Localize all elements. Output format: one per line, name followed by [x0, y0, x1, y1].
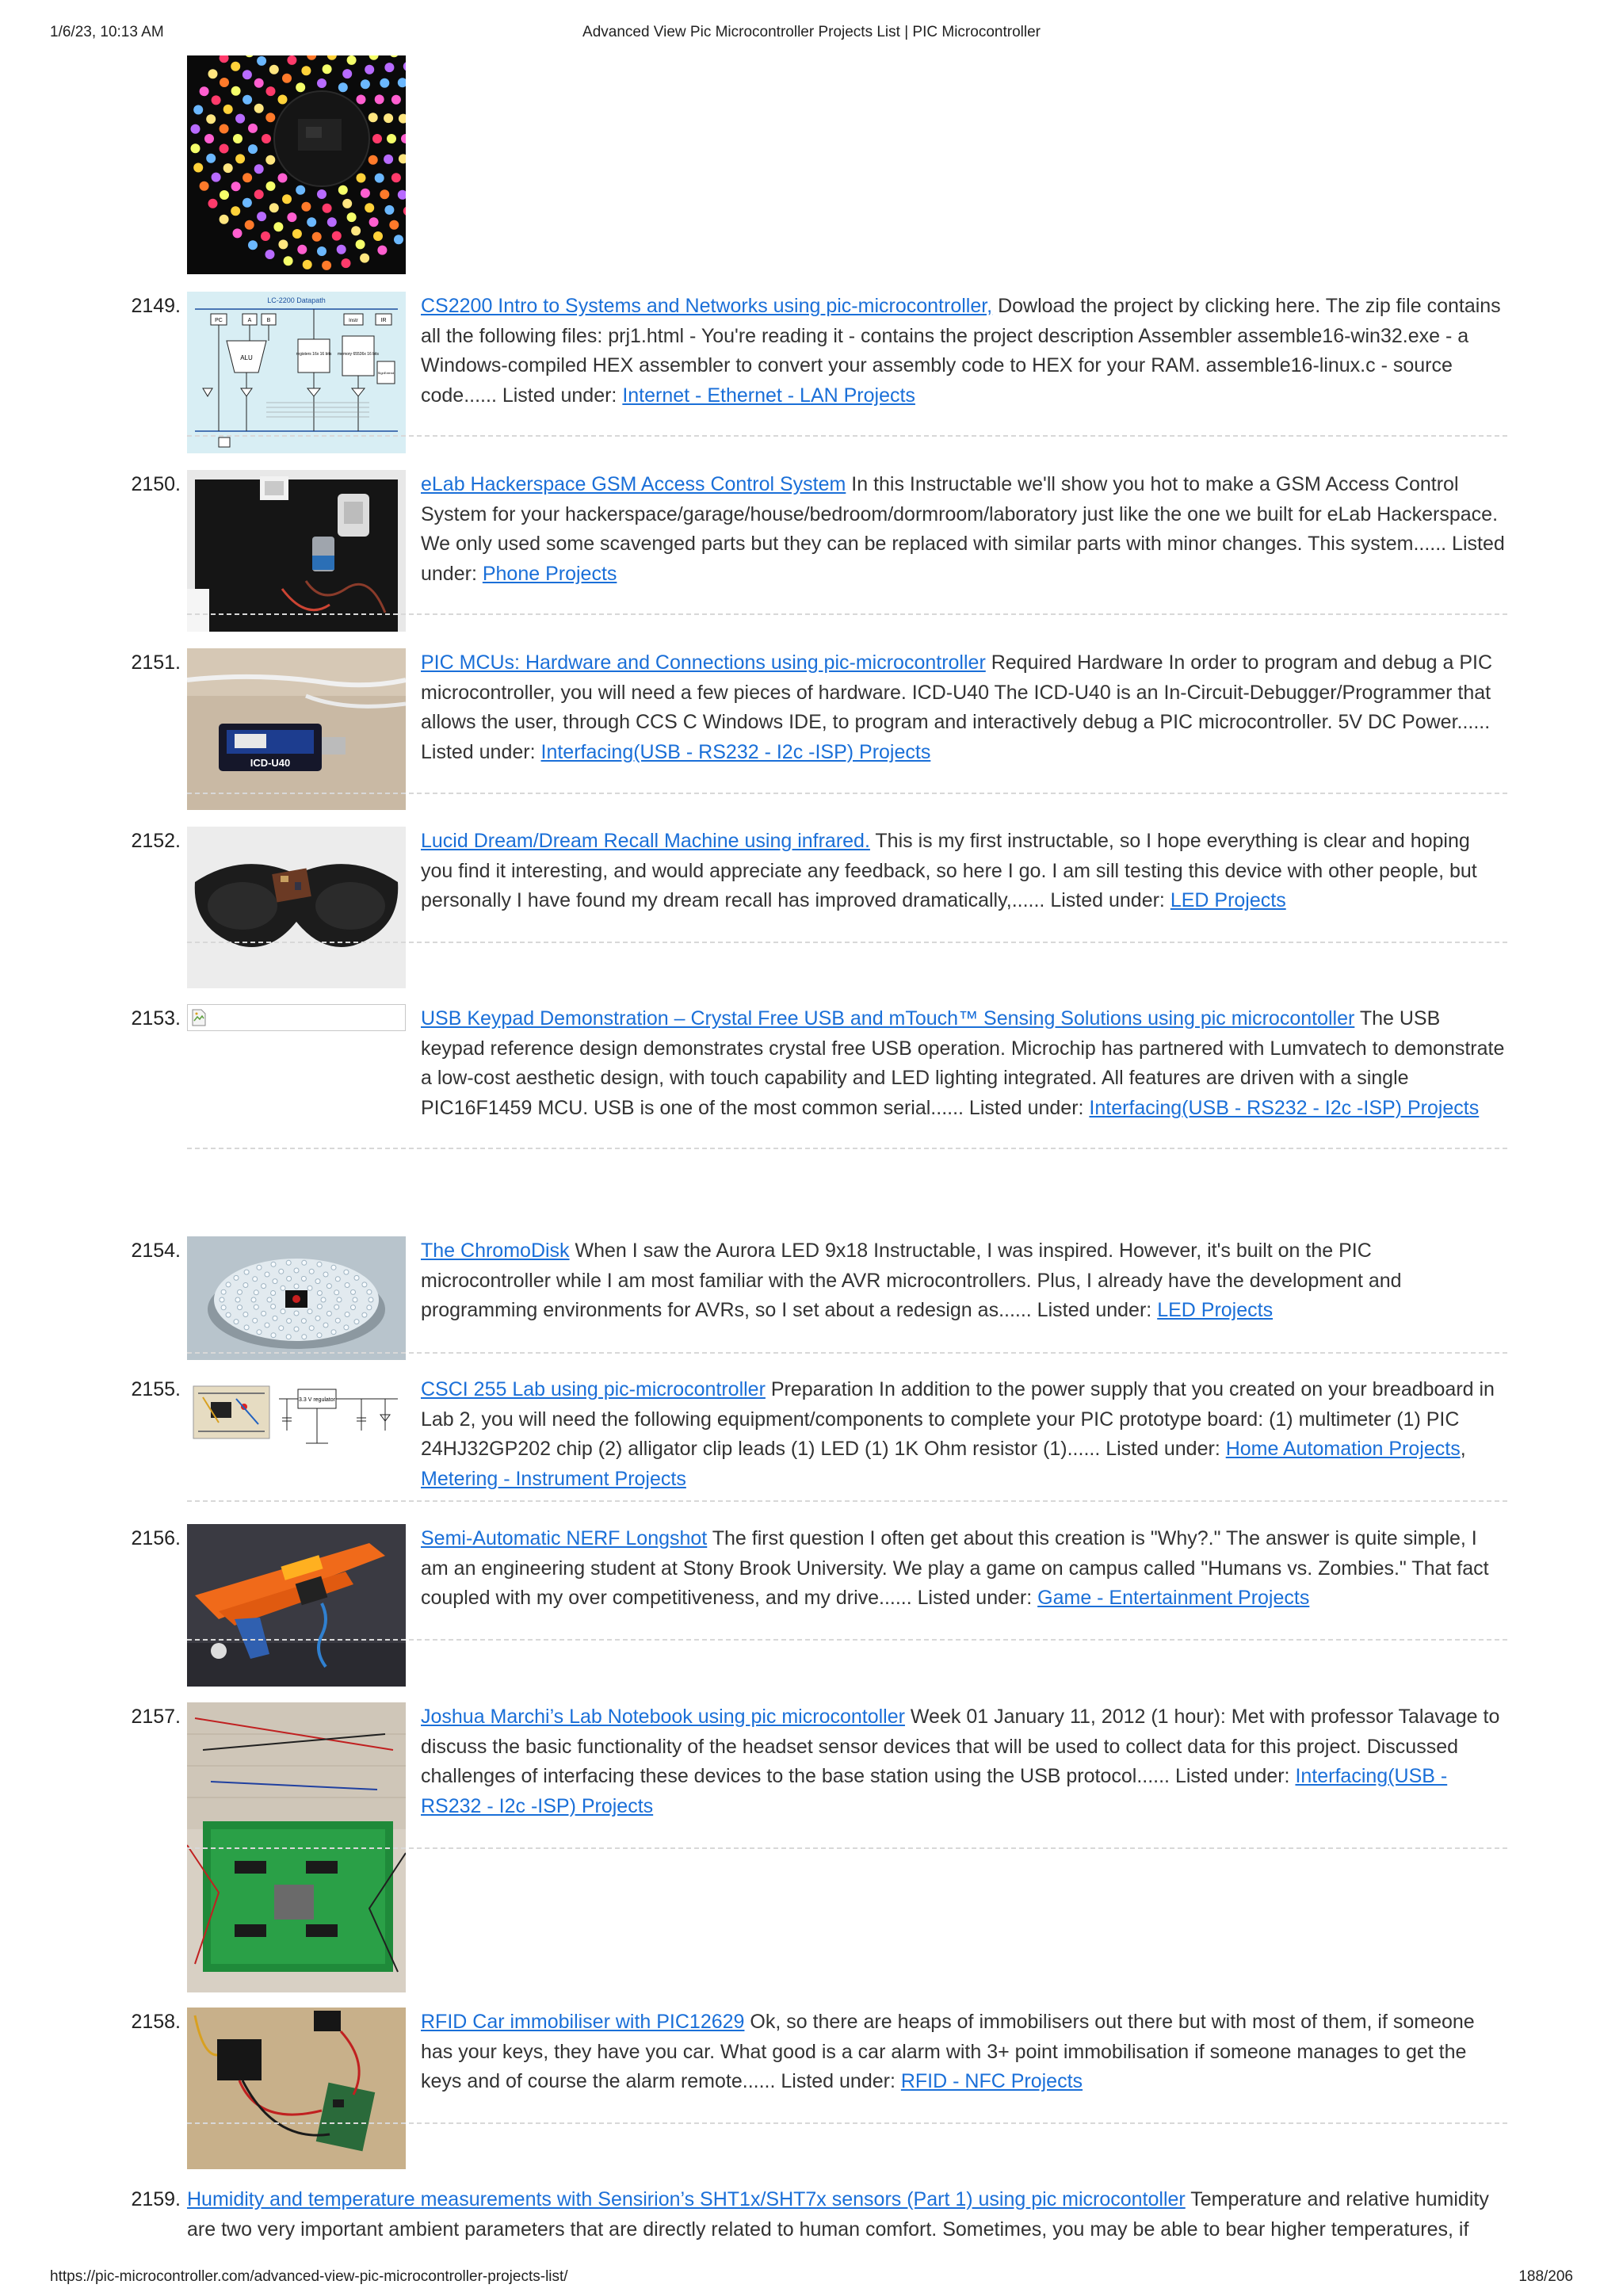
disc-led: [251, 1297, 256, 1302]
led-dot: [254, 164, 264, 174]
disc-led: [271, 1333, 276, 1338]
led-dot: [301, 202, 311, 212]
led-dot: [338, 185, 348, 195]
disc-led: [344, 1325, 349, 1330]
disc-led: [244, 1270, 249, 1274]
disc-led: [265, 1323, 269, 1328]
disc-led: [253, 1318, 258, 1323]
disc-led: [307, 1286, 312, 1290]
entry-divider: [187, 1847, 1507, 1849]
disc-led: [271, 1291, 276, 1296]
disc-led: [345, 1312, 349, 1317]
disc-led: [273, 1279, 277, 1284]
print-url: https://pic-microcontroller.com/advanced-view-pic-microcontroller-projects-list/: [50, 2268, 568, 2285]
disc-led: [302, 1260, 307, 1265]
led-dot: [265, 155, 275, 165]
disc-led: [286, 1335, 291, 1339]
entry-text: [187, 2185, 1507, 2244]
breadboard-schematic-thumbnail[interactable]: [187, 1375, 406, 1454]
led-dot: [332, 231, 342, 241]
led-dot: [223, 105, 233, 114]
project-description: When I saw the Aurora LED 9x18 Instructable, I was inspired. However, it's built on the PIC microcontroller while I am most familiar with the AVR microcontrollers. Plus, I already have the development and programming environments for AVRs, so I set about a redesign as...... Listed under:: [421, 1240, 1402, 1322]
led-dot: [278, 95, 288, 105]
disc-led: [267, 1297, 272, 1302]
led-dot: [282, 74, 292, 83]
led-dot: [235, 114, 245, 124]
led-dot: [231, 86, 241, 96]
led-dot: [317, 189, 327, 199]
led-dot: [380, 78, 389, 88]
led-dot: [387, 134, 396, 143]
led-dot: [342, 258, 351, 268]
disc-led: [309, 1326, 314, 1331]
disc-led: [307, 1309, 312, 1314]
category-link[interactable]: Internet - Ethernet - LAN Projects: [622, 384, 915, 407]
disc-led: [243, 1283, 248, 1288]
entry-text: [421, 827, 1507, 916]
led-dot: [342, 199, 352, 208]
led-dot: [278, 174, 288, 183]
entry-number: 2159.: [131, 2188, 181, 2210]
led-dot: [242, 173, 252, 182]
led-dot: [297, 245, 307, 254]
led-dot: [200, 86, 209, 96]
disc-led: [354, 1320, 359, 1324]
led-dot: [242, 70, 252, 79]
disc-led: [281, 1309, 285, 1314]
disc-led: [287, 1276, 292, 1281]
led-dot: [287, 212, 296, 222]
entry-text: [421, 1702, 1507, 1821]
disc-led: [226, 1312, 231, 1317]
entry-text: [421, 470, 1507, 589]
led-dot: [327, 217, 337, 227]
led-dot: [375, 174, 384, 183]
led-dot: [361, 79, 370, 89]
led-dot: [265, 250, 275, 259]
disc-led: [335, 1318, 340, 1323]
disc-led: [294, 1327, 299, 1331]
disc-led: [344, 1270, 349, 1274]
led-dot: [220, 190, 229, 200]
led-dot: [231, 206, 240, 216]
led-dot: [377, 246, 387, 255]
broken-image-placeholder[interactable]: [187, 1004, 406, 1031]
led-dot: [220, 124, 229, 134]
datapath-label: memory 65536x 16 bits: [338, 352, 379, 357]
entry-number: 2151.: [131, 651, 181, 674]
disc-led: [331, 1265, 336, 1270]
chromodisk-thumbnail[interactable]: [187, 1236, 406, 1360]
entry-divider: [187, 1639, 1507, 1641]
led-dot: [200, 181, 209, 191]
disc-led: [243, 1312, 248, 1317]
disc-led: [271, 1262, 276, 1266]
project-title-link[interactable]: PIC MCUs: Hardware and Connections using pic-microcontroller: [421, 651, 986, 674]
led-dot: [257, 56, 266, 66]
led-dot: [391, 95, 401, 105]
disc-led: [315, 1316, 320, 1320]
led-dot: [248, 124, 258, 133]
project-description: Ok, so there are heaps of immobilisers out there but with most of them, if someone has your keys, they have you car. What good is a car alarm with 3+ point immobilisation if someone manages to get the keys and of course the alarm remote...... Listed under:: [421, 2011, 1475, 2093]
led-dot: [384, 155, 393, 164]
entry-divider: [187, 435, 1507, 437]
led-dot: [208, 199, 218, 208]
disc-led: [294, 1311, 299, 1316]
disc-led: [351, 1289, 356, 1294]
led-dot: [266, 86, 276, 96]
entry-text: [421, 1236, 1507, 1326]
led-dot: [365, 203, 374, 212]
project-description: Dowload the project by clicking here. The zip file contains all the following files: prj1.html - You're reading it - contains the project description Assembler assemble16-win32.exe - a Windows-compiled HEX assembler to convert your assembly code to HEX for your RAM. assemble16-linux.c - source code...... Listed under:: [421, 295, 1501, 407]
disc-led: [337, 1297, 342, 1302]
led-dot: [365, 65, 374, 74]
disc-led: [367, 1289, 372, 1294]
category-link[interactable]: LED Projects: [1157, 1299, 1274, 1322]
disc-led: [238, 1289, 242, 1294]
disc-led: [362, 1282, 367, 1287]
project-title-link[interactable]: CS2200 Intro to Systems and Networks using pic-microcontroller,: [421, 295, 993, 317]
led-dot: [233, 134, 242, 143]
led-dot: [278, 239, 288, 249]
led-dot: [191, 124, 200, 134]
disc-led: [301, 1319, 306, 1324]
project-description: Week 01 January 11, 2012 (1 hour): Met with professor Talavage to discuss the basic functionality of the headset sensor devices that will be used to collect data for this project. Discussed challenges of interfacing these devices to the base station using the USB protocol...... Listed under:: [421, 1706, 1500, 1788]
led-dot: [292, 229, 302, 239]
led-dot: [208, 69, 218, 78]
disc-led: [265, 1272, 269, 1277]
led-dot: [204, 134, 214, 143]
project-title-link[interactable]: CSCI 255 Lab using pic-microcontroller: [421, 1378, 766, 1400]
disc-led: [273, 1316, 277, 1320]
entry-text: [421, 292, 1507, 411]
category-link[interactable]: RFID - NFC Projects: [900, 2070, 1083, 2093]
led-dot: [373, 231, 383, 241]
category-link[interactable]: LED Projects: [1170, 889, 1286, 912]
disc-led: [294, 1284, 299, 1289]
category-link[interactable]: Game - Entertainment Projects: [1037, 1587, 1310, 1610]
led-dot: [323, 64, 332, 74]
broken-image-icon: [191, 1008, 207, 1027]
entry-number: 2150.: [131, 473, 181, 495]
disc-led: [287, 1319, 292, 1324]
led-dot: [220, 78, 229, 87]
project-title-link[interactable]: Semi-Automatic NERF Longshot: [421, 1527, 708, 1549]
led-dot: [322, 261, 331, 270]
datapath-label: IR: [380, 318, 387, 323]
led-dot: [384, 205, 394, 215]
led-dot: [242, 95, 252, 105]
datapath-label: ALU: [240, 354, 253, 361]
led-dot: [257, 212, 266, 221]
project-title-link[interactable]: USB Keypad Demonstration – Crystal Free USB and mTouch™ Sensing Solutions using pic microcontoller: [421, 1007, 1355, 1030]
led-dot: [220, 144, 229, 154]
disc-led: [317, 1291, 322, 1296]
project-title-link[interactable]: Joshua Marchi’s Lab Notebook using pic microcontoller: [421, 1706, 905, 1728]
led-dot: [357, 174, 366, 183]
led-dot: [254, 78, 264, 88]
led-dot: [261, 231, 270, 241]
disc-led: [254, 1305, 258, 1309]
led-dot: [193, 163, 203, 173]
disc-led: [234, 1275, 239, 1280]
led-dot: [296, 185, 305, 195]
led-dot: [273, 222, 283, 231]
disc-led: [369, 1297, 373, 1302]
disc-led: [327, 1284, 331, 1289]
rfid-immobiliser-thumbnail[interactable]: [187, 2008, 406, 2169]
led-dot: [206, 114, 216, 124]
disc-led: [317, 1262, 322, 1266]
led-dot: [317, 78, 327, 88]
led-dot: [338, 82, 348, 92]
entry-number: 2158.: [131, 2011, 181, 2033]
project-description: In this Instructable we'll show you hot to make a GSM Access Control System for your hackerspace/garage/house/bedroom/dormroom/laboratory just like the one we built for eLab Hackerspace. We only used some scavenged parts but they can be replaced with similar parts with minor changes. This system...... Listed under:: [421, 473, 1505, 585]
led-dot: [262, 134, 271, 143]
led-dot: [342, 69, 352, 78]
project-title-link[interactable]: Humidity and temperature measurements with Sensirion’s SHT1x/SHT7x sensors (Part 1) using pic microcontoller: [187, 2188, 1186, 2210]
project-title-link[interactable]: eLab Hackerspace GSM Access Control System: [421, 473, 846, 495]
disc-led: [323, 1272, 328, 1277]
entry-number: 2156.: [131, 1527, 181, 1549]
led-dot: [380, 189, 389, 199]
led-dot: [372, 134, 382, 143]
disc-led: [345, 1283, 349, 1288]
led-dot: [347, 55, 357, 65]
category-link[interactable]: Interfacing(USB - RS232 - I2c -ISP) Projects: [540, 740, 931, 763]
disc-led: [353, 1297, 357, 1302]
led-dot: [337, 245, 346, 254]
disc-led: [257, 1330, 262, 1335]
led-dot: [223, 163, 233, 173]
disc-led: [221, 1289, 226, 1294]
led-dot: [212, 95, 221, 105]
project-description: Required Hardware In order to program and debug a PIC microcontroller, you will need a few pieces of hardware. ICD-U40 The ICD-U40 is an In-Circuit-Debugger/Programmer that allows the user, through CCS C Windows IDE, to program and interactively debug a PIC microcontroller. 5V DC Power...... Listed under:: [421, 651, 1493, 763]
entry-divider: [187, 1148, 1507, 1149]
led-dot: [287, 55, 296, 65]
entry-divider: [187, 793, 1507, 794]
disc-led: [354, 1275, 359, 1280]
disc-led: [334, 1305, 339, 1309]
led-dot: [248, 240, 258, 250]
debugger-label: ICD-U40: [250, 757, 291, 769]
entry-number: 2149.: [131, 295, 181, 317]
led-dot: [235, 154, 245, 163]
project-title-link[interactable]: Lucid Dream/Dream Recall Machine using infrared.: [421, 830, 870, 852]
led-dot: [254, 189, 264, 199]
disc-led: [323, 1323, 328, 1328]
entry-text: CSCI 255 Lab using pic-microcontroller Preparation In addition to the power supply that you created on your breadboard in Lab 2, you will need the following equipment/components to complete your PIC prototype board: (1) multimeter (1) PIC 24HJ32GP202 chip (2) alligator clip leads (1) LED (1) 1K Ohm resistor (1)...... Listed under: Home Automation Projects, Metering - Instrument Projects: [421, 1378, 1495, 1490]
gsm-access-thumbnail[interactable]: [187, 470, 406, 632]
disc-led: [351, 1305, 356, 1310]
led-dot: [389, 220, 399, 230]
disc-led: [254, 1290, 258, 1295]
disc-led: [302, 1335, 307, 1339]
led-dot: [301, 66, 311, 75]
schematic-label: 3.3 V regulator: [299, 1397, 335, 1403]
icd-u40-thumbnail[interactable]: [187, 648, 406, 810]
led-dot: [361, 189, 370, 198]
project-description: Preparation In addition to the power supply that you created on your breadboard in Lab 2, you will need the following equipment/components to complete your PIC prototype board: (1) multimeter (1) PIC 24HJ32GP202 chip (2) alligator clip leads (1) LED (1) 1K Ohm resistor (1)...... Listed under:: [421, 1378, 1495, 1461]
disc-led: [226, 1282, 231, 1287]
led-dot: [245, 220, 254, 230]
disc-led: [279, 1269, 284, 1274]
project-description: The first question I often get about this creation is "Why?." The answer is quite simple, I am an engineering student at Stony Brook University. We play a game on campus called "Humans vs. Zombies." That fact coupled with my over competitiveness, and my drive...... Listed under:: [421, 1527, 1489, 1610]
disc-led: [234, 1320, 239, 1324]
led-dot: [369, 155, 378, 165]
disc-led: [317, 1305, 322, 1309]
datapath-title: LC-2200 Datapath: [267, 296, 326, 304]
entry-text: [421, 1004, 1507, 1123]
led-dot: [384, 63, 394, 72]
led-dot: [242, 198, 252, 208]
project-description: The USB keypad reference design demonstrates crystal free USB operation. Microchip has partnered with Lumvatech to demonstrate a low-cost aesthetic design, with touch capability and LED lighting integrated. All features are driven with a single PIC16F1459 MCU. USB is one of the most common serial...... Listed under:: [421, 1007, 1505, 1119]
led-dot: [303, 260, 312, 269]
led-dot: [191, 143, 200, 153]
entry-number: 2154.: [131, 1240, 181, 1262]
led-dot: [220, 215, 229, 224]
disc-led: [221, 1305, 226, 1310]
disc-led: [335, 1277, 340, 1282]
project-description: This is my first instructable, so I hope everything is clear and hoping you find it interesting, and would appreciate any feedback, so here I go. I am sill testing this device with other people, but personally I have found my dream recall has improved dramatically,...... Listed under:: [421, 830, 1477, 912]
led-dot: [323, 204, 332, 213]
print-datetime: 1/6/23, 10:13 AM: [50, 24, 164, 40]
led-dot: [212, 173, 221, 182]
led-dot: [347, 212, 357, 222]
disc-led: [367, 1305, 372, 1310]
disc-led: [286, 1260, 291, 1265]
disc-led: [244, 1325, 249, 1330]
led-dot: [356, 239, 365, 249]
entry-divider: [187, 613, 1507, 615]
entry-number: 2153.: [131, 1007, 181, 1030]
disc-led: [301, 1276, 306, 1281]
disc-led: [362, 1312, 367, 1317]
led-dot: [307, 217, 316, 227]
disc-led: [294, 1268, 299, 1273]
print-page-title: Advanced View Pic Microcontroller Projects List | PIC Microcontroller: [582, 24, 1041, 40]
disc-led: [262, 1284, 266, 1289]
disc-led: [279, 1326, 284, 1331]
datapath-label: B: [266, 318, 271, 323]
led-dot: [357, 95, 366, 105]
led-dot: [384, 113, 393, 123]
disc-led: [257, 1265, 262, 1270]
led-dot: [231, 181, 241, 191]
disc-led: [317, 1333, 322, 1338]
led-dot: [248, 144, 258, 154]
datapath-label: PC: [215, 318, 223, 323]
entry-number: 2152.: [131, 830, 181, 852]
disc-led: [334, 1290, 339, 1295]
entry-text: [421, 2008, 1507, 2097]
datapath-label: SignExtend: [377, 371, 395, 375]
sleep-mask-thumbnail[interactable]: [187, 827, 406, 988]
disc-led: [220, 1297, 224, 1302]
led-dot: [282, 194, 292, 204]
entry-text: [421, 1524, 1507, 1614]
led-dot: [351, 226, 361, 235]
print-page-number: 188/206: [1518, 2268, 1573, 2285]
project-title-link[interactable]: The ChromoDisk: [421, 1240, 570, 1262]
led-dot: [193, 105, 203, 115]
led-dot: [231, 62, 240, 71]
led-dot: [206, 154, 216, 163]
led-dot: [391, 173, 401, 182]
led-dot: [369, 217, 379, 227]
led-dot: [284, 256, 293, 266]
entry-divider: [187, 1352, 1507, 1354]
led-dot: [312, 232, 322, 242]
disc-led: [309, 1269, 314, 1274]
led-dot: [317, 246, 327, 256]
entry-number: 2157.: [131, 1706, 181, 1728]
datapath-label: Instr: [349, 319, 358, 323]
disc-led: [321, 1297, 326, 1302]
disc-led: [271, 1305, 276, 1309]
category-link[interactable]: Phone Projects: [482, 562, 617, 585]
entry-number: 2155.: [131, 1378, 181, 1400]
project-description: Temperature and relative humidity are two very important ambient parameters that are directly related to human comfort. Sometimes, you may be able to bear higher temperatures, if: [187, 2188, 1489, 2241]
led-dot: [233, 228, 242, 238]
disc-led: [262, 1311, 266, 1316]
category-link[interactable]: Metering - Instrument Projects: [421, 1467, 686, 1490]
led-dot: [296, 82, 305, 92]
disc-led: [253, 1277, 258, 1282]
entry-text: [421, 648, 1507, 767]
disc-led: [238, 1305, 242, 1310]
datapath-thumbnail[interactable]: [187, 292, 406, 453]
led-dot: [375, 94, 384, 104]
category-link[interactable]: Interfacing(USB - RS232 - I2c -ISP) Projects: [1089, 1096, 1480, 1119]
led-dot: [369, 113, 378, 122]
disc-led: [331, 1330, 336, 1335]
led-dot: [265, 113, 275, 122]
entry-divider: [187, 2122, 1507, 2124]
disc-led: [235, 1297, 240, 1302]
nerf-blaster-thumbnail[interactable]: [187, 1524, 406, 1687]
datapath-label: registers 16x 16 bits: [296, 352, 332, 357]
disc-led: [281, 1286, 285, 1290]
led-ring-image: [187, 55, 406, 274]
entry-divider: [187, 1500, 1507, 1502]
category-link[interactable]: Interfacing(USB - RS232 - I2c -ISP) Projects: [421, 1765, 1448, 1817]
disc-led: [327, 1311, 331, 1316]
led-dot: [269, 65, 279, 74]
project-title-link[interactable]: RFID Car immobiliser with PIC12629: [421, 2011, 745, 2033]
led-dot: [269, 203, 279, 212]
led-dot: [254, 104, 264, 113]
led-dot: [394, 235, 403, 244]
disc-led: [315, 1279, 320, 1284]
category-link[interactable]: Home Automation Projects: [1225, 1438, 1461, 1461]
led-dot: [266, 181, 276, 191]
led-dot: [360, 254, 369, 263]
entry-divider: [187, 942, 1507, 943]
datapath-label: A: [247, 318, 252, 323]
